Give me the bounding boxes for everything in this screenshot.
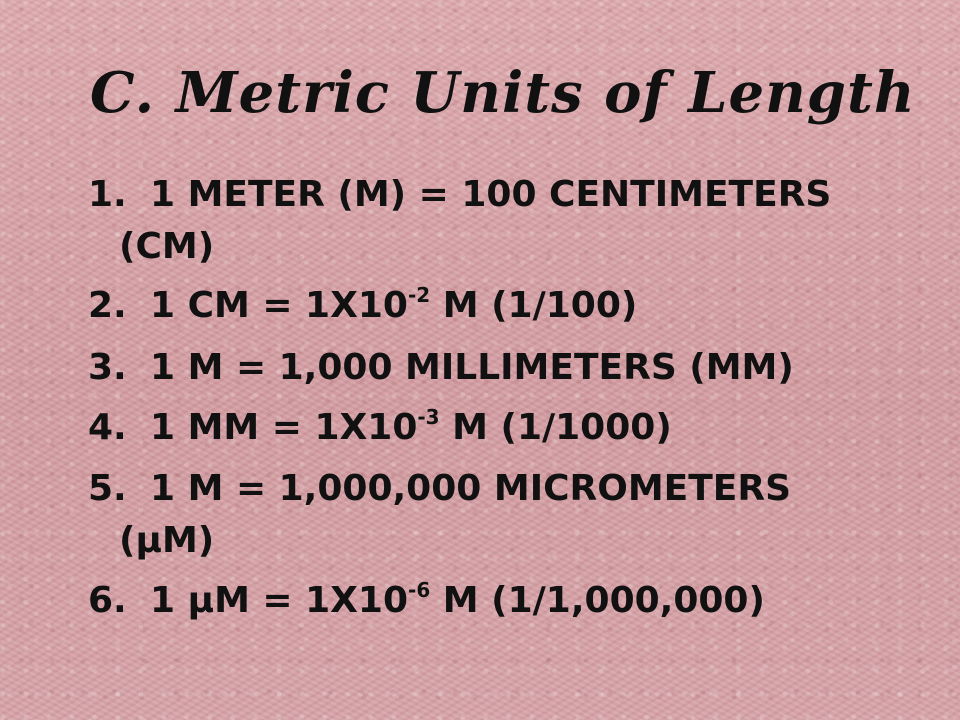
list-item-1-continuation: (CM): [119, 226, 215, 267]
item-number: 6.: [88, 580, 127, 621]
item-number: 1.: [88, 174, 127, 215]
list-item-6: [88, 580, 765, 622]
list-item-2: [88, 285, 637, 327]
item-number: 4.: [88, 407, 127, 448]
item-text-suffix: M (1/1000): [439, 407, 672, 448]
list-item-3: [88, 347, 794, 389]
item-text-suffix: M (1/1,000,000): [430, 580, 765, 621]
exponent: -2: [407, 283, 431, 307]
slide-title: C. Metric Units of Length: [90, 60, 916, 126]
item-text: 1 CM = 1X10: [150, 285, 408, 326]
exponent: -6: [408, 578, 431, 602]
item-text: 1 METER (M) = 100 CENTIMETERS: [150, 174, 832, 215]
item-number: 3.: [88, 347, 127, 388]
item-text: 1 MM = 1X10: [150, 407, 418, 448]
item-number: 5.: [88, 468, 127, 509]
list-item-5-continuation: (µM): [119, 520, 215, 561]
item-text: 1 µM = 1X10: [150, 580, 409, 621]
exponent: -3: [417, 405, 440, 429]
item-number: 2.: [88, 285, 127, 326]
list-item-5: [88, 468, 791, 510]
item-text: 1 M = 1,000,000 MICROMETERS: [150, 468, 792, 509]
item-text: 1 M = 1,000 MILLIMETERS (MM): [150, 347, 794, 388]
list-item-4: [88, 407, 672, 449]
item-text-suffix: M (1/100): [430, 285, 638, 326]
list-item-1: [88, 174, 831, 216]
